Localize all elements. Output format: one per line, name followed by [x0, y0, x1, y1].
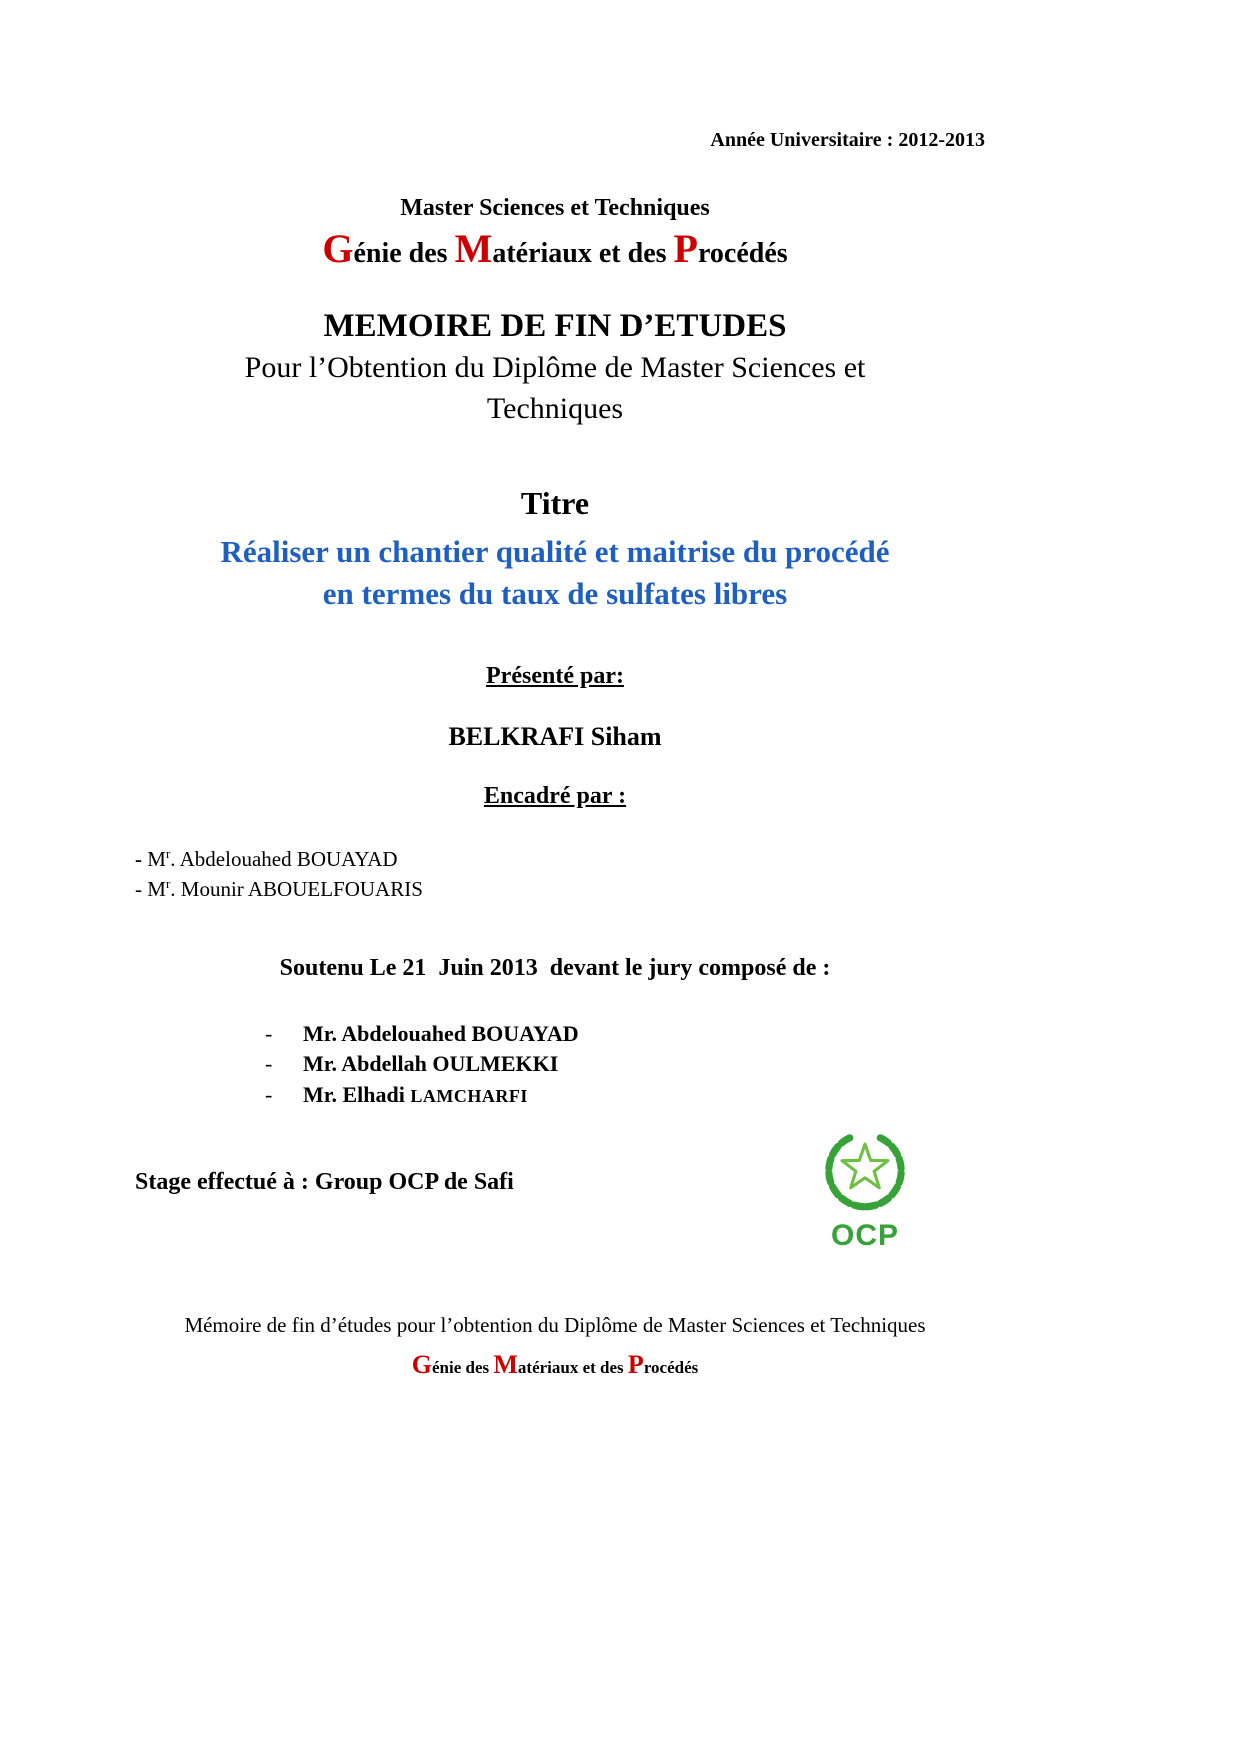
- program-initial-p: P: [673, 225, 698, 271]
- program-text: rocédés: [697, 237, 788, 269]
- footer-program-initial-m: M: [493, 1350, 518, 1380]
- ocp-logo-text: OCP: [830, 1218, 899, 1252]
- footer-memoire-line: Mémoire de fin d’études pour l’obtention du Diplôme de Master Sciences et Techniques: [184, 1313, 926, 1337]
- footer-program-text: atériaux et des: [517, 1358, 628, 1378]
- jury-member: - Mr. Elhadi LAMCHARFI: [265, 1081, 528, 1107]
- program-initial-m: M: [454, 225, 493, 271]
- ocp-wreath-right-icon: [865, 1138, 901, 1207]
- ocp-logo-graphic: [810, 1120, 920, 1214]
- presented-by-label: Présenté par:: [486, 663, 624, 690]
- stage-row: [85, 1120, 1025, 1251]
- master-line: Master Sciences et Techniques: [400, 195, 710, 221]
- footer-program-text: énie des: [431, 1358, 494, 1378]
- ocp-logo: [805, 1120, 925, 1251]
- academic-year: Année Universitaire : 2012-2013: [710, 129, 985, 151]
- supervisor-item: - $M^r$. Abdelouahed BOUAYAD: [135, 846, 398, 872]
- memoire-title: MEMOIRE DE FIN D’ETUDES: [323, 307, 787, 344]
- supervised-by-label: Encadré par :: [483, 783, 627, 810]
- footer: [85, 1312, 1025, 1380]
- footer-program-initial-p: P: [627, 1350, 644, 1380]
- ocp-wreath-left-icon: [829, 1138, 865, 1207]
- jury-member: - Mr. Abdelouahed BOUAYAD: [265, 1020, 579, 1046]
- ocp-star-icon: [842, 1144, 888, 1188]
- footer-program-initial-g: G: [411, 1350, 432, 1380]
- footer-program-text: rocédés: [643, 1358, 699, 1378]
- thesis-title-line1: Réaliser un chantier qualité et maitrise du procédé: [220, 533, 890, 569]
- defense-line: Soutenu Le 21 Juin 2013 devant le jury composé de :: [279, 955, 831, 982]
- memoire-subtitle: Pour l’Obtention du Diplôme de Master Sciences et Techniques: [244, 351, 866, 425]
- author-name: BELKRAFI Siham: [448, 722, 662, 752]
- program-title: [85, 227, 1025, 271]
- jury-member: - Mr. Abdellah OULMEKKI: [265, 1051, 559, 1077]
- program-text: énie des: [353, 237, 455, 269]
- program-initial-g: G: [322, 225, 354, 271]
- supervisors-list: [135, 845, 1025, 904]
- program-text: atériaux et des: [492, 237, 674, 269]
- titre-label: Titre: [520, 485, 590, 522]
- supervisor-item: - $M^r$. Mounir ABOUELFOUARIS: [135, 875, 423, 901]
- thesis-title: [85, 531, 1025, 615]
- jury-list: [85, 1019, 1025, 1110]
- internship-line: Stage effectué à : Group OCP de Safi: [135, 1168, 514, 1195]
- footer-program-title: [85, 1349, 1025, 1380]
- thesis-title-line2: en termes du taux de sulfates libres: [322, 575, 788, 611]
